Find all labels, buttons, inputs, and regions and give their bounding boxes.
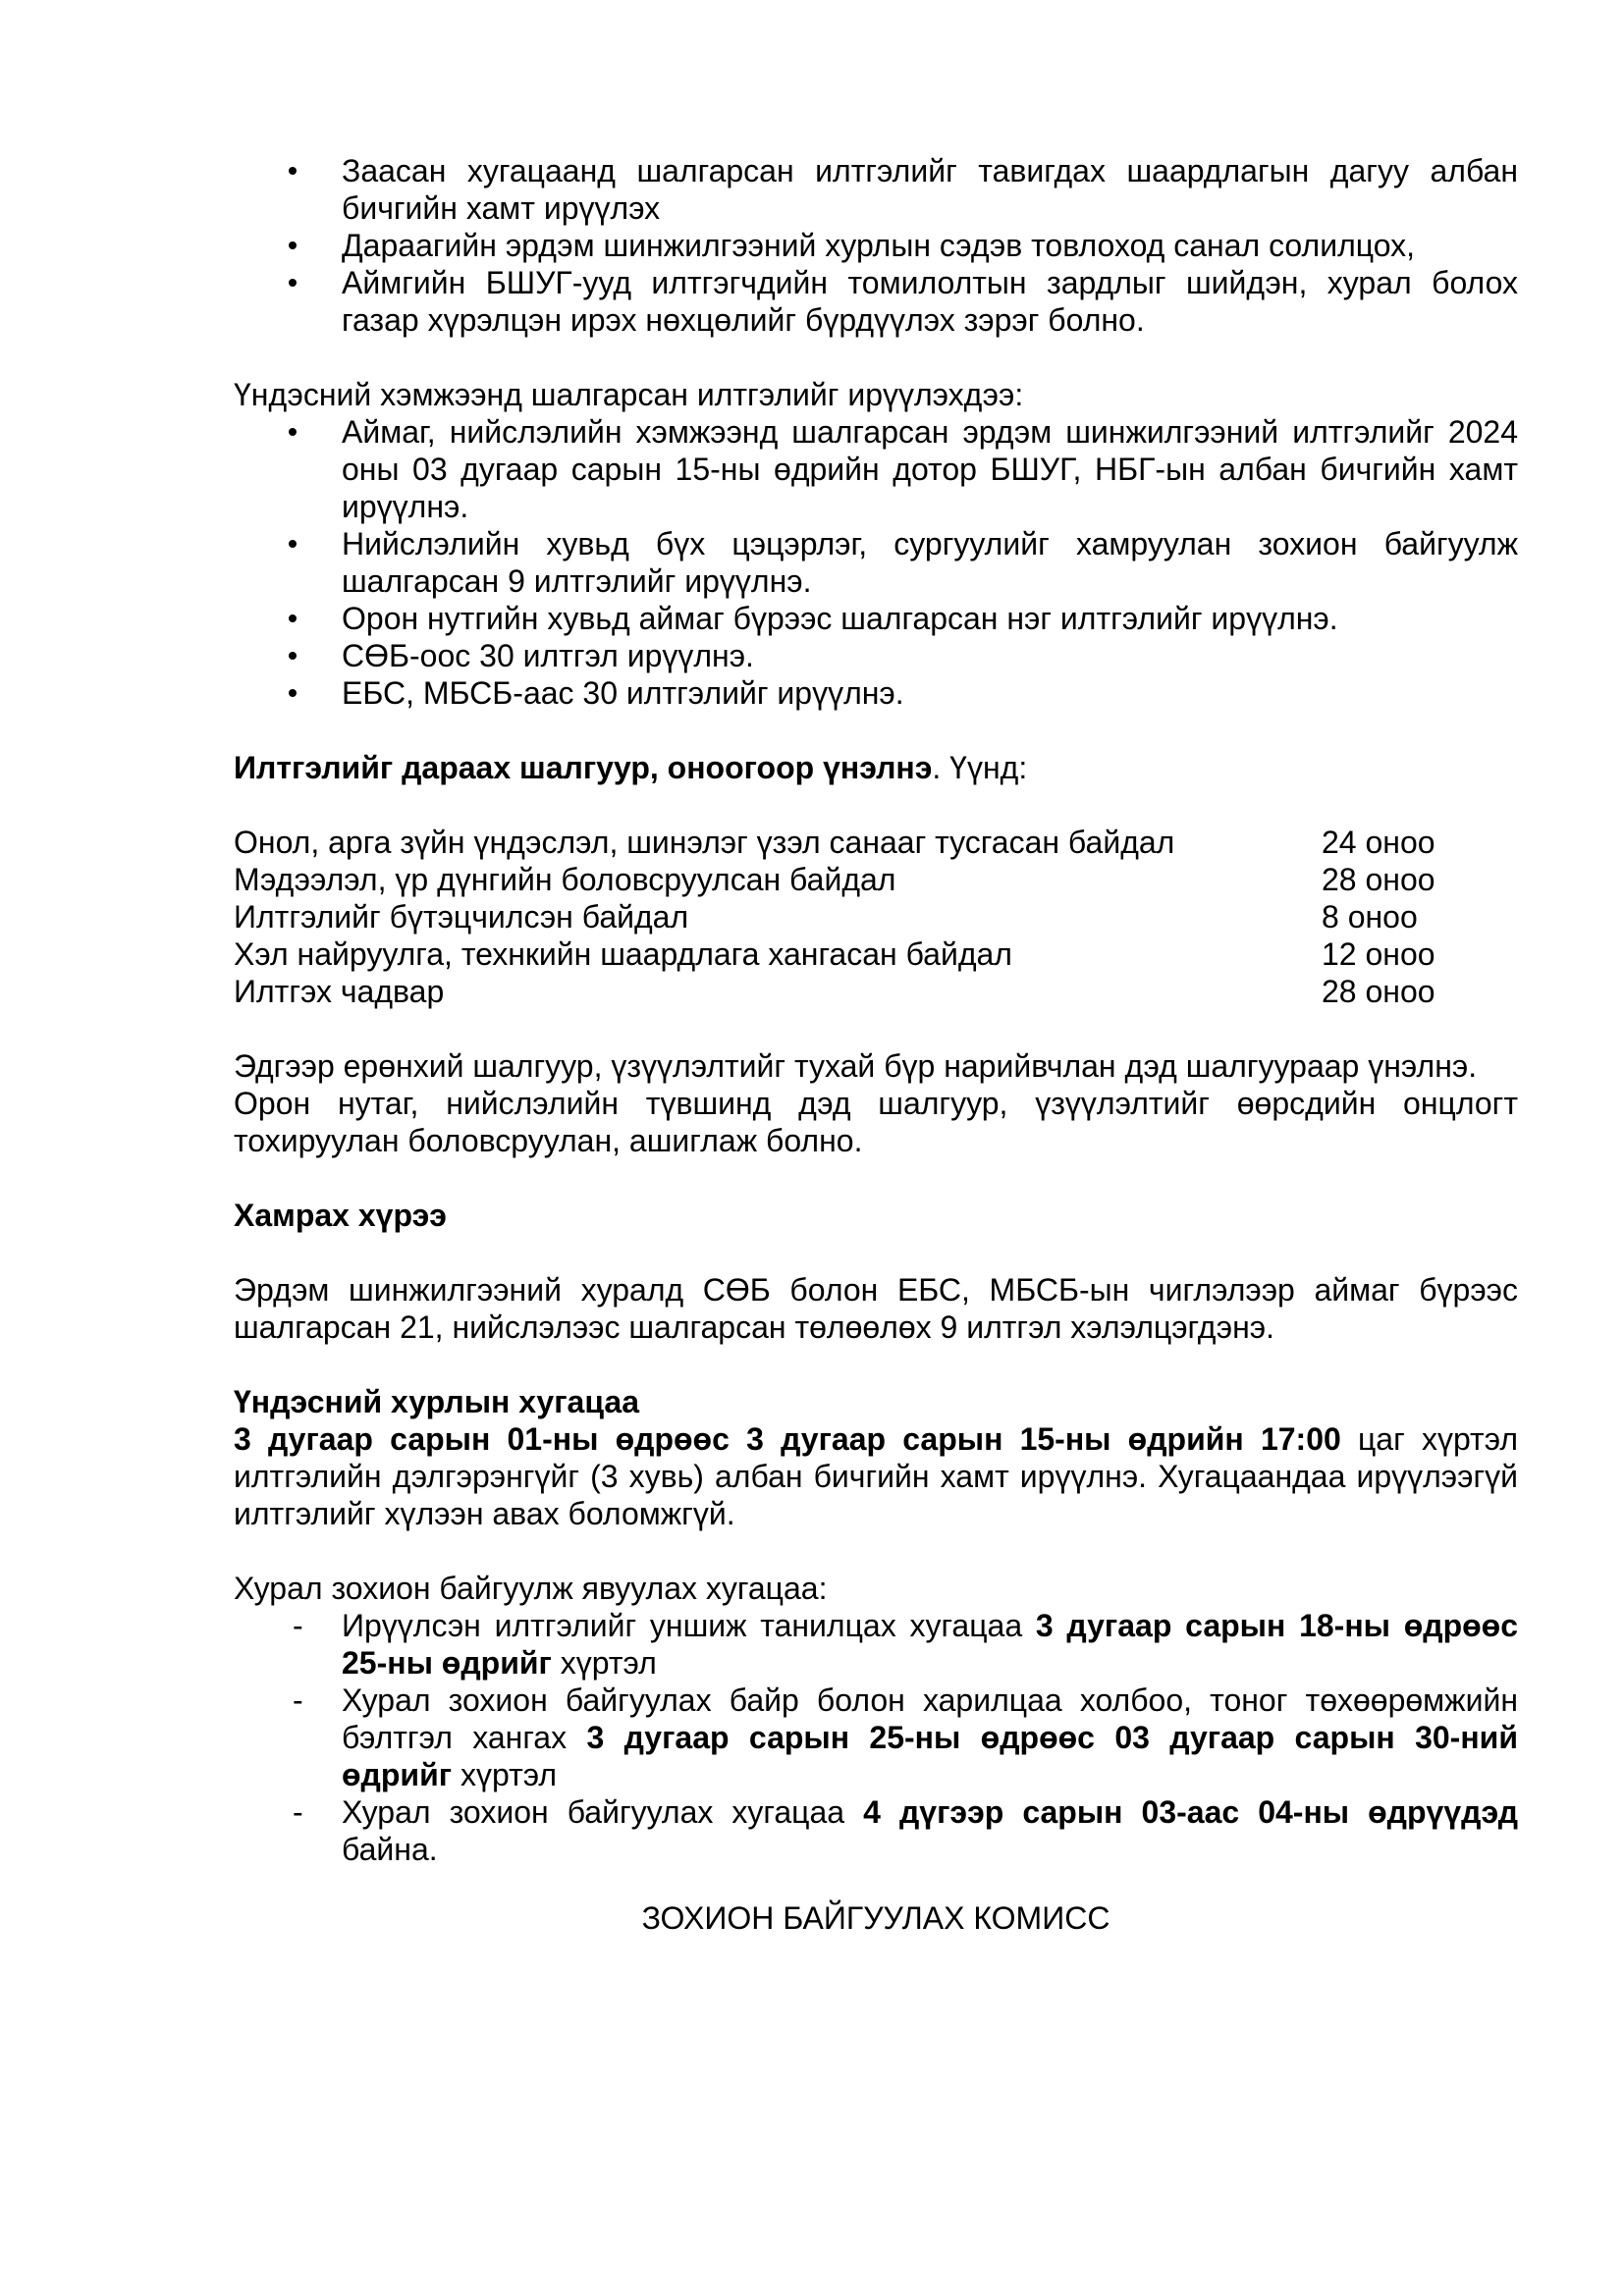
list-item (234, 413, 1518, 525)
list-item (234, 637, 1518, 674)
criteria-row (234, 824, 1518, 861)
top-bullet-list (234, 152, 1518, 339)
list-item (234, 264, 1518, 339)
list-item (234, 525, 1518, 600)
list-item-text: Заасан хугацаанд шалгарсан илтгэлийг тавигдах шаардлагын дагуу албан бичгийн хамт ирүүлэх (342, 153, 1518, 226)
dash-icon: - (293, 1682, 303, 1718)
criteria-points: 8 оноо (1322, 899, 1418, 934)
bullet-icon (289, 689, 297, 697)
criteria-row (234, 861, 1518, 898)
evaluation-heading-rest: . Үүнд: (932, 750, 1028, 785)
list-item (234, 152, 1518, 227)
schedule-text: Ирүүлсэн илтгэлийг уншиж танилцах хугацаа (342, 1608, 1036, 1643)
scope-text: Эрдэм шинжилгээний хуралд СӨБ болон ЕБС, МБСБ-ын чиглэлээр аймаг бүрээс шалгарсан 21, нийслэлээс шалгарсан төлөөлөх 9 илтгэл хэлэлцэгдэнэ. (234, 1272, 1518, 1345)
list-item-text: ЕБС, МБСБ-аас 30 илтгэлийг ирүүлнэ. (342, 675, 904, 711)
criteria-row (234, 973, 1518, 1010)
national-bullet-list (234, 413, 1518, 712)
evaluation-heading (234, 749, 1518, 786)
evaluation-note-1: Эдгээр ерөнхий шалгуур, үзүүлэлтийг тухай бүр нарийвчлан дэд шалгуураар үнэлнэ. (234, 1048, 1478, 1084)
schedule-text: байна. (342, 1832, 438, 1867)
schedule-bold: 3 дугаар сарын 25-ны өдрөөс 03 дугаар сарын 30-ний өдрийг (342, 1720, 1519, 1792)
list-item (234, 1607, 1518, 1682)
criteria-row (234, 935, 1518, 973)
page-content (234, 152, 1518, 1968)
deadline-rest: цаг хүртэл илтгэлийн дэлгэрэнгүйг (3 хувь) албан бичгийн хамт ирүүлнэ. Хугацаандаа ирүүлээгүй илтгэлийг хүлээн авах боломжгүй. (234, 1421, 1519, 1531)
bullet-icon (289, 279, 297, 287)
criteria-points: 28 оноо (1322, 974, 1435, 1009)
list-item-text: Орон нутгийн хувьд аймаг бүрээс шалгарсан нэг илтгэлийг ирүүлнэ. (342, 601, 1338, 636)
criteria-points: 28 оноо (1322, 862, 1435, 897)
criteria-table (234, 824, 1518, 1010)
evaluation-heading-bold: Илтгэлийг дараах шалгуур, оноогоор үнэлнэ (234, 750, 933, 785)
schedule-text: Хурал зохион байгуулах хугацаа (342, 1794, 864, 1830)
list-item (234, 227, 1518, 264)
bullet-icon (289, 241, 297, 249)
bullet-icon (289, 428, 297, 436)
deadline-heading: Үндэсний хурлын хугацаа (234, 1384, 639, 1419)
schedule-text: хүртэл (452, 1757, 558, 1792)
deadline-bold: 3 дугаар сарын 01-ны өдрөөс 3 дугаар сарын 15-ны өдрийн 17:00 (234, 1421, 1341, 1457)
list-item-text: Аймаг, нийслэлийн хэмжээнд шалгарсан эрдэм шинжилгээний илтгэлийг 2024 оны 03 дугаар сарын 15-ны өдрийн дотор БШУГ, НБГ-ын албан бичгийн хамт ирүүлнэ. (342, 414, 1518, 524)
bullet-icon (289, 614, 297, 622)
schedule-text: Хурал зохион байгуулах байр болон харилцаа холбоо, тоног төхөөрөмжийн бэлтгэл хангах (342, 1682, 1518, 1755)
national-intro: Үндэсний хэмжээнд шалгарсан илтгэлийг ирүүлэхдээ: (234, 377, 1024, 412)
schedule-bold: 3 дугаар сарын 18-ны өдрөөс 25-ны өдрийг (342, 1608, 1519, 1681)
criteria-points: 24 оноо (1322, 825, 1435, 860)
schedule-bold: 4 дүгээр сарын 03-аас 04-ны өдрүүдэд (863, 1794, 1519, 1830)
list-item (234, 674, 1518, 712)
schedule-text: хүртэл (551, 1645, 657, 1681)
dash-icon: - (293, 1794, 303, 1830)
list-item-text: Дараагийн эрдэм шинжилгээний хурлын сэдэв товлоход санал солилцох, (342, 228, 1416, 263)
criteria-label: Онол, арга зүйн үндэслэл, шинэлэг үзэл санааг тусгасан байдал (234, 825, 1175, 860)
list-item-text: СӨБ-оос 30 илтгэл ирүүлнэ. (342, 638, 754, 673)
dash-icon: - (293, 1608, 303, 1643)
criteria-label: Илтгэлийг бүтэцчилсэн байдал (234, 899, 689, 934)
bullet-icon (289, 540, 297, 548)
list-item (234, 600, 1518, 637)
criteria-label: Хэл найруулга, технкийн шаардлага хангасан байдал (234, 936, 1012, 972)
schedule-intro: Хурал зохион байгуулж явуулах хугацаа: (234, 1571, 828, 1606)
scope-heading: Хамрах хүрээ (234, 1198, 447, 1233)
bullet-icon (289, 652, 297, 660)
criteria-row (234, 898, 1518, 935)
evaluation-note-2: Орон нутаг, нийслэлийн түвшинд дэд шалгуур, үзүүлэлтийг өөрсдийн онцлогт тохируулан боловсруулан, ашиглаж болно. (234, 1086, 1518, 1158)
bullet-icon (289, 167, 297, 175)
criteria-label: Илтгэх чадвар (234, 974, 445, 1009)
schedule-list (234, 1607, 1518, 1868)
list-item (234, 1682, 1518, 1793)
deadline-text (234, 1420, 1518, 1532)
criteria-points: 12 оноо (1322, 936, 1435, 972)
list-item-text: Аймгийн БШУГ-ууд илтгэгчдийн томилолтын зардлыг шийдэн, хурал болох газар хүрэлцэн ирэх нөхцөлийг бүрдүүлэх зэрэг болно. (342, 265, 1518, 338)
list-item-text: Нийслэлийн хувьд бүх цэцэрлэг, сургуулийг хамруулан зохион байгуулж шалгарсан 9 илтгэлийг ирүүлнэ. (342, 526, 1518, 599)
list-item (234, 1793, 1518, 1868)
signature: ЗОХИОН БАЙГУУЛАХ КОМИСС (641, 1900, 1110, 1936)
criteria-label: Мэдээлэл, үр дүнгийн боловсруулсан байдал (234, 862, 896, 897)
